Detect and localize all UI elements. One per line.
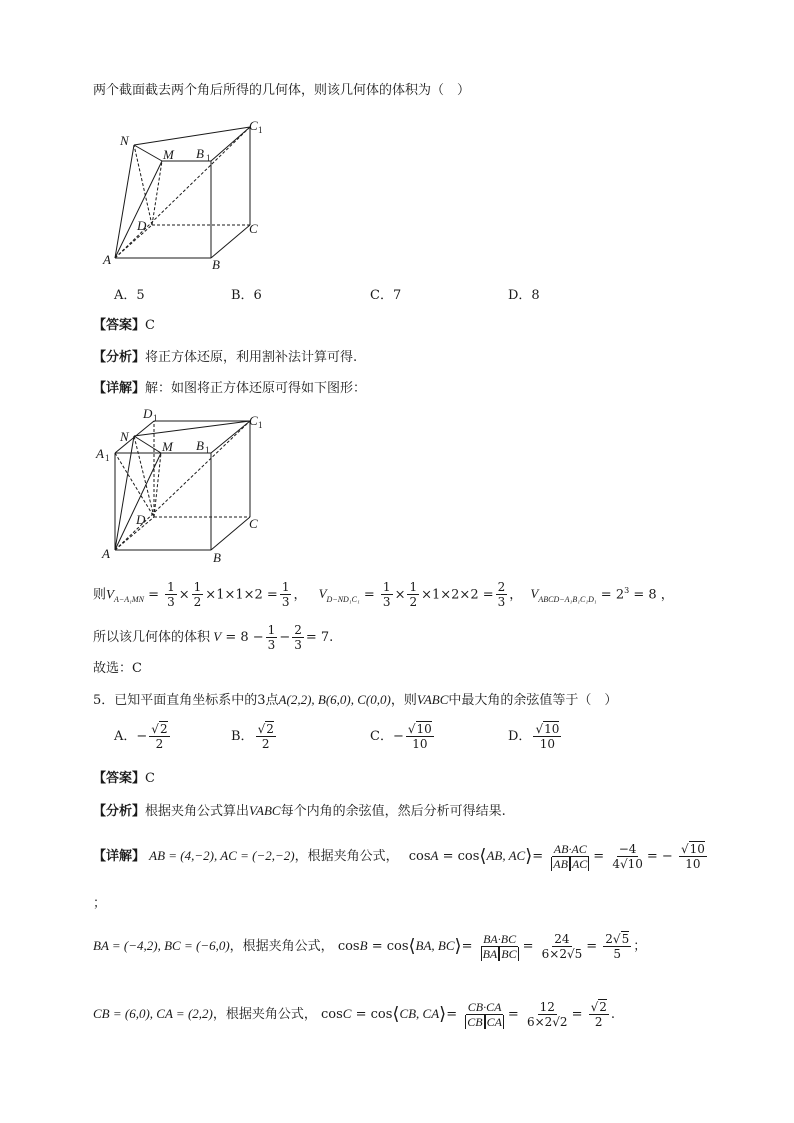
q5-cosB-line: BA = (−4,2), BC = (−6,0)，根据夹角公式， cosB = cos⟨BA, BC⟩= $\frac{BA\cdot BC}{\text{BA BC}}$ = $\frac{24}{6\times 2√5}$ = $\frac{2√5}{5}$ ；: [93, 932, 647, 961]
label-A: A: [103, 252, 111, 267]
label-B1-sub: 1: [205, 445, 210, 455]
label-C1: C: [249, 118, 258, 133]
label-D: D: [137, 218, 147, 233]
q5-stem: 5．已知平面直角坐标系中的3点A(2,2), B(6,0), C(0,0)，则VABC中最大角的余弦值等于（ ）: [93, 692, 618, 708]
q5-option-c: C．− $\frac{√10}{10}$: [370, 722, 432, 751]
label-D: D: [136, 512, 146, 527]
q5-analysis: 【分析】根据夹角公式算出VABC每个内角的余弦值，然后分析可得结果.: [93, 803, 506, 819]
label-N: N: [120, 429, 129, 444]
label-M: M: [162, 439, 173, 454]
label-C: C: [249, 221, 258, 236]
q5-cosA-line: 【详解】 AB = (4,−2), AC = (−2,−2)，根据夹角公式， cosA = cos⟨AB, AC⟩= $\frac{AB\cdot AC}{\text{AB AC}}$ = $\frac{-4}{4√10}$ = − $\frac{√10}{10}$: [93, 842, 705, 871]
q5-answer: 【答案】C: [93, 771, 155, 786]
label-N: N: [120, 133, 129, 148]
q5-cosC-line: CB = (6,0), CA = (2,2)，根据夹角公式， cosC = cos⟨CB, CA⟩= $\frac{CB\cdot CA}{\text{CB CA}}$ = $\frac{12}{6\times 2√2}$ = $\frac{√2}{2}$ .: [93, 1000, 616, 1029]
label-M: M: [163, 147, 174, 162]
q5-option-a: A．− $\frac{√2}{2}$: [114, 722, 168, 751]
label-C1-sub: 1: [258, 420, 263, 430]
label-B1-sub: 1: [206, 153, 211, 163]
q5-option-d: D． $\frac{√10}{10}$: [508, 722, 560, 751]
figure-restored-cube: [94, 405, 284, 570]
q4-option-d: D．8: [508, 288, 540, 303]
label-A1-sub: 1: [105, 453, 110, 463]
label-B1: B: [196, 438, 204, 453]
q5-semicolon: ；: [93, 896, 107, 911]
q4-stem-tail: 两个截面截去两个角后所得的几何体，则该几何体的体积为（ ）: [93, 83, 471, 98]
q4-choose: 故选：C: [93, 661, 142, 676]
label-A: A: [102, 546, 110, 561]
label-B1: B: [196, 146, 204, 161]
label-A1: A: [96, 446, 104, 461]
label-C1-sub: 1: [258, 125, 263, 135]
q4-option-b: B．6: [231, 288, 262, 303]
label-C: C: [249, 516, 258, 531]
label-D1-sub: 1: [153, 413, 158, 423]
q4-answer: 【答案】C: [93, 318, 155, 333]
q4-detail: 【详解】解：如图将正方体还原可得如下图形：: [93, 381, 367, 396]
q4-total: 所以该几何体的体积 V = 8 − $\frac{1}{3}$ − $\frac{2}{3}$ = 7.: [93, 623, 334, 652]
q4-volume-line: 则$V_{A-A_1MN}$ = $\frac{1}{3}$ × $\frac{1}{2}$ ×1×1×2 = $\frac{1}{3}$ ， $V_{D-ND_1C_1}$ = $\frac{1}{3}$ × $\frac{1}{2}$ ×1×2×2 = $\frac{2}{3}$ ， $V_{ABCD-A_1B_1C_1D_1} = 2^3 = 8$ ，: [93, 580, 674, 610]
q4-option-a: A．5: [114, 288, 145, 303]
q5-option-b: B． $\frac{√2}{2}$: [231, 722, 274, 751]
q4-option-c: C．7: [370, 288, 402, 303]
figure-cut-cube: [100, 115, 280, 275]
label-D1: D: [143, 406, 153, 421]
label-C1: C: [249, 413, 258, 428]
label-B: B: [213, 550, 221, 565]
q4-analysis: 【分析】将正方体还原，利用割补法计算可得.: [93, 350, 358, 365]
label-B: B: [212, 257, 220, 272]
